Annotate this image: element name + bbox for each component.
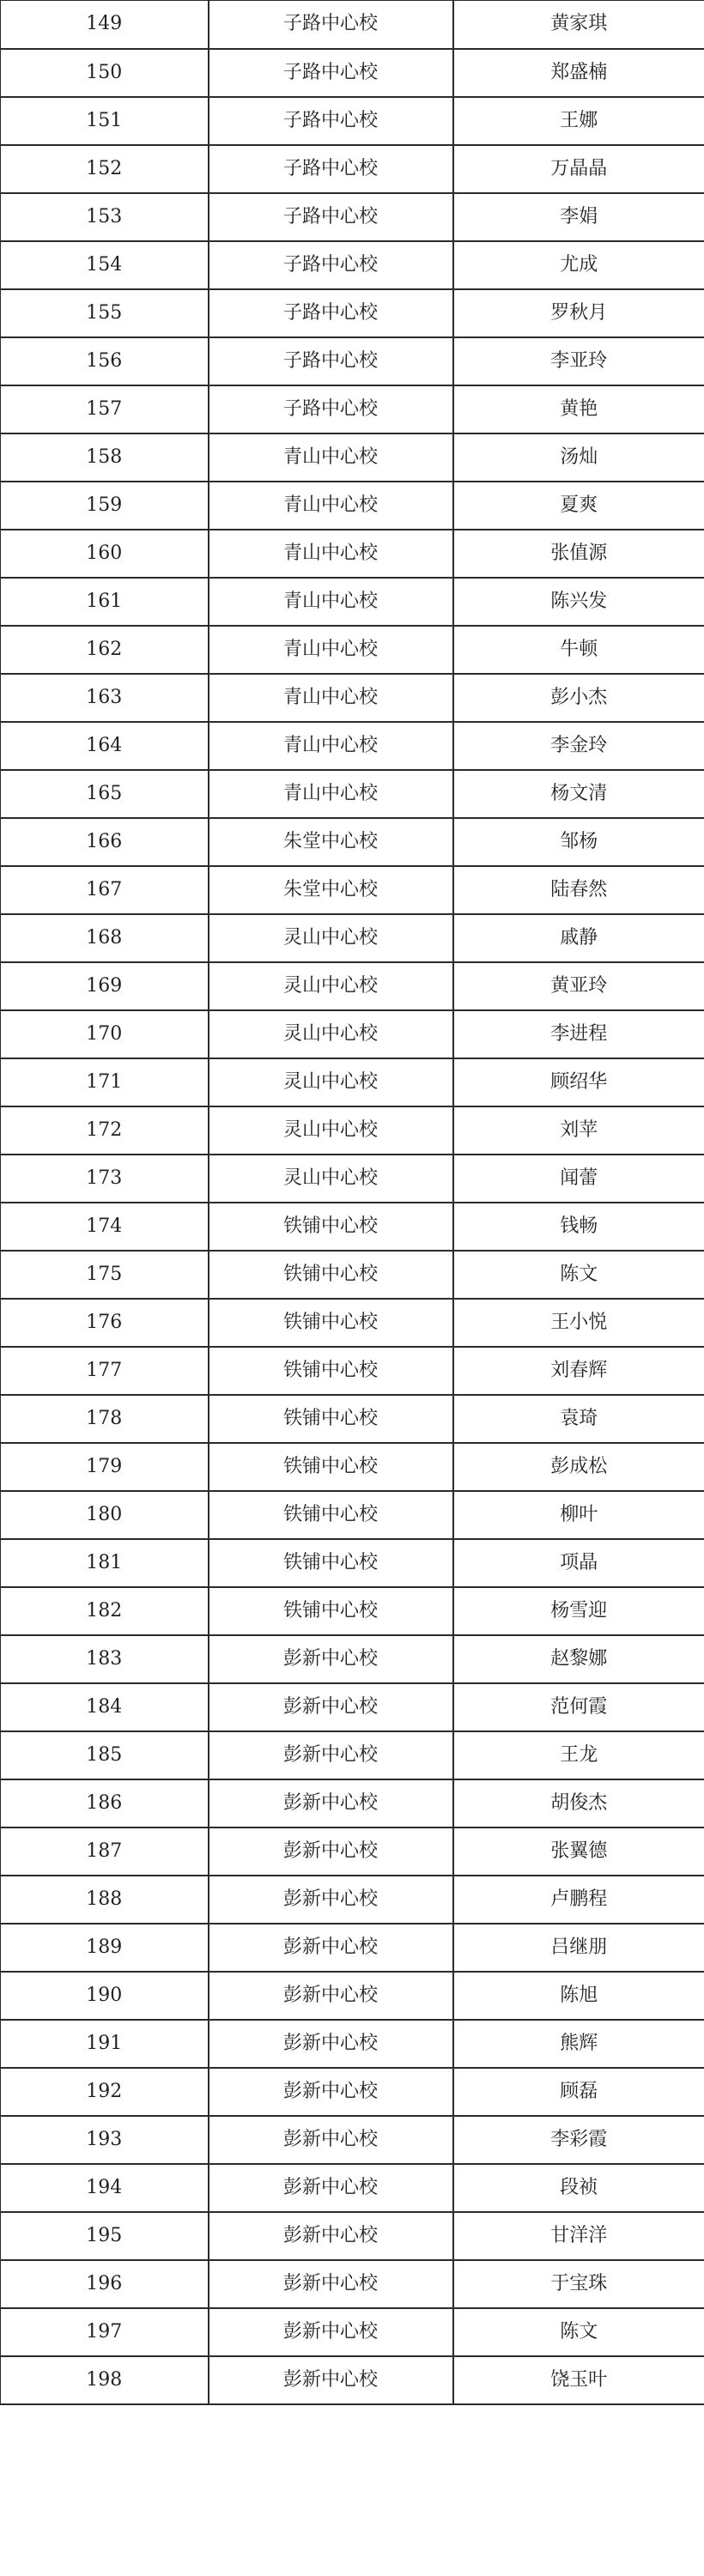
row-number-cell: 198 — [1, 2356, 209, 2404]
table-row — [1, 2260, 704, 2308]
row-number-cell: 157 — [1, 385, 209, 433]
person-name-cell: 于宝珠 — [453, 2260, 704, 2308]
table-row — [1, 722, 704, 770]
row-number-cell: 151 — [1, 97, 209, 145]
table-row — [1, 1251, 704, 1299]
row-number-cell: 149 — [1, 1, 209, 49]
table-row — [1, 1443, 704, 1491]
table-row — [1, 1203, 704, 1251]
table-row — [1, 2116, 704, 2164]
school-cell: 彭新中心校 — [209, 2260, 453, 2308]
table-row — [1, 1683, 704, 1731]
table-row — [1, 385, 704, 433]
person-name-cell: 郑盛楠 — [453, 49, 704, 97]
table-row — [1, 626, 704, 674]
person-name-cell: 黄家琪 — [453, 1, 704, 49]
row-number-cell: 184 — [1, 1683, 209, 1731]
table-row — [1, 97, 704, 145]
school-cell: 子路中心校 — [209, 385, 453, 433]
row-number-cell: 190 — [1, 1972, 209, 2020]
table-row — [1, 2308, 704, 2356]
person-name-cell: 吕继朋 — [453, 1924, 704, 1972]
roster-table-body — [1, 1, 704, 2404]
row-number-cell: 195 — [1, 2212, 209, 2260]
row-number-cell: 193 — [1, 2116, 209, 2164]
table-row — [1, 1587, 704, 1635]
table-row — [1, 337, 704, 385]
person-name-cell: 万晶晶 — [453, 145, 704, 193]
person-name-cell: 刘春辉 — [453, 1347, 704, 1395]
table-row — [1, 1347, 704, 1395]
person-name-cell: 张值源 — [453, 530, 704, 578]
table-row — [1, 145, 704, 193]
school-cell: 彭新中心校 — [209, 1779, 453, 1827]
row-number-cell: 170 — [1, 1010, 209, 1058]
person-name-cell: 李亚玲 — [453, 337, 704, 385]
row-number-cell: 175 — [1, 1251, 209, 1299]
person-name-cell: 邹杨 — [453, 818, 704, 866]
school-cell: 铁铺中心校 — [209, 1587, 453, 1635]
school-cell: 灵山中心校 — [209, 914, 453, 962]
table-row — [1, 1, 704, 49]
row-number-cell: 187 — [1, 1827, 209, 1876]
table-row — [1, 1395, 704, 1443]
table-row — [1, 1924, 704, 1972]
person-name-cell: 陈文 — [453, 1251, 704, 1299]
school-cell: 彭新中心校 — [209, 2020, 453, 2068]
school-cell: 铁铺中心校 — [209, 1443, 453, 1491]
person-name-cell: 戚静 — [453, 914, 704, 962]
row-number-cell: 179 — [1, 1443, 209, 1491]
school-cell: 彭新中心校 — [209, 2164, 453, 2212]
person-name-cell: 熊辉 — [453, 2020, 704, 2068]
row-number-cell: 181 — [1, 1539, 209, 1587]
school-cell: 铁铺中心校 — [209, 1491, 453, 1539]
school-cell: 铁铺中心校 — [209, 1251, 453, 1299]
person-name-cell: 柳叶 — [453, 1491, 704, 1539]
table-row — [1, 193, 704, 241]
school-cell: 青山中心校 — [209, 770, 453, 818]
table-row — [1, 1299, 704, 1347]
person-name-cell: 黄亚玲 — [453, 962, 704, 1010]
school-cell: 子路中心校 — [209, 97, 453, 145]
row-number-cell: 192 — [1, 2068, 209, 2116]
person-name-cell: 杨雪迎 — [453, 1587, 704, 1635]
table-row — [1, 2356, 704, 2404]
person-name-cell: 彭成松 — [453, 1443, 704, 1491]
school-cell: 朱堂中心校 — [209, 818, 453, 866]
table-row — [1, 1779, 704, 1827]
table-row — [1, 818, 704, 866]
person-name-cell: 黄艳 — [453, 385, 704, 433]
school-cell: 铁铺中心校 — [209, 1539, 453, 1587]
person-name-cell: 陆春然 — [453, 866, 704, 914]
school-cell: 青山中心校 — [209, 482, 453, 530]
person-name-cell: 范何霞 — [453, 1683, 704, 1731]
person-name-cell: 胡俊杰 — [453, 1779, 704, 1827]
school-cell: 彭新中心校 — [209, 2212, 453, 2260]
row-number-cell: 177 — [1, 1347, 209, 1395]
row-number-cell: 176 — [1, 1299, 209, 1347]
row-number-cell: 152 — [1, 145, 209, 193]
school-cell: 灵山中心校 — [209, 1155, 453, 1203]
row-number-cell: 158 — [1, 433, 209, 482]
table-row — [1, 1731, 704, 1779]
row-number-cell: 154 — [1, 241, 209, 289]
table-row — [1, 530, 704, 578]
school-cell: 彭新中心校 — [209, 1683, 453, 1731]
row-number-cell: 178 — [1, 1395, 209, 1443]
school-cell: 朱堂中心校 — [209, 866, 453, 914]
row-number-cell: 171 — [1, 1058, 209, 1106]
person-name-cell: 李彩霞 — [453, 2116, 704, 2164]
row-number-cell: 197 — [1, 2308, 209, 2356]
row-number-cell: 188 — [1, 1876, 209, 1924]
school-cell: 彭新中心校 — [209, 1924, 453, 1972]
person-name-cell: 杨文清 — [453, 770, 704, 818]
row-number-cell: 186 — [1, 1779, 209, 1827]
person-name-cell: 王龙 — [453, 1731, 704, 1779]
row-number-cell: 183 — [1, 1635, 209, 1683]
school-cell: 青山中心校 — [209, 626, 453, 674]
table-row — [1, 289, 704, 337]
row-number-cell: 182 — [1, 1587, 209, 1635]
school-cell: 灵山中心校 — [209, 1058, 453, 1106]
school-cell: 彭新中心校 — [209, 1731, 453, 1779]
row-number-cell: 173 — [1, 1155, 209, 1203]
row-number-cell: 167 — [1, 866, 209, 914]
school-cell: 彭新中心校 — [209, 1635, 453, 1683]
person-name-cell: 钱畅 — [453, 1203, 704, 1251]
person-name-cell: 赵黎娜 — [453, 1635, 704, 1683]
person-name-cell: 李金玲 — [453, 722, 704, 770]
row-number-cell: 156 — [1, 337, 209, 385]
person-name-cell: 刘苹 — [453, 1106, 704, 1155]
school-cell: 铁铺中心校 — [209, 1347, 453, 1395]
school-cell: 子路中心校 — [209, 241, 453, 289]
row-number-cell: 162 — [1, 626, 209, 674]
school-cell: 彭新中心校 — [209, 2068, 453, 2116]
person-name-cell: 罗秋月 — [453, 289, 704, 337]
table-row — [1, 433, 704, 482]
person-name-cell: 陈兴发 — [453, 578, 704, 626]
school-cell: 子路中心校 — [209, 289, 453, 337]
row-number-cell: 165 — [1, 770, 209, 818]
row-number-cell: 185 — [1, 1731, 209, 1779]
school-cell: 灵山中心校 — [209, 1010, 453, 1058]
table-row — [1, 578, 704, 626]
school-cell: 灵山中心校 — [209, 962, 453, 1010]
table-row — [1, 1876, 704, 1924]
table-row — [1, 241, 704, 289]
person-name-cell: 陈旭 — [453, 1972, 704, 2020]
person-name-cell: 李进程 — [453, 1010, 704, 1058]
table-row — [1, 49, 704, 97]
table-row — [1, 482, 704, 530]
row-number-cell: 196 — [1, 2260, 209, 2308]
person-name-cell: 尤成 — [453, 241, 704, 289]
school-cell: 铁铺中心校 — [209, 1299, 453, 1347]
row-number-cell: 169 — [1, 962, 209, 1010]
school-cell: 子路中心校 — [209, 145, 453, 193]
table-row — [1, 1491, 704, 1539]
table-row — [1, 674, 704, 722]
person-name-cell: 顾绍华 — [453, 1058, 704, 1106]
school-cell: 彭新中心校 — [209, 1827, 453, 1876]
school-cell: 灵山中心校 — [209, 1106, 453, 1155]
school-cell: 铁铺中心校 — [209, 1203, 453, 1251]
person-name-cell: 王小悦 — [453, 1299, 704, 1347]
table-row — [1, 2020, 704, 2068]
row-number-cell: 166 — [1, 818, 209, 866]
table-row — [1, 1539, 704, 1587]
school-cell: 彭新中心校 — [209, 2356, 453, 2404]
row-number-cell: 168 — [1, 914, 209, 962]
table-row — [1, 866, 704, 914]
person-name-cell: 彭小杰 — [453, 674, 704, 722]
row-number-cell: 194 — [1, 2164, 209, 2212]
table-row — [1, 1106, 704, 1155]
school-cell: 青山中心校 — [209, 530, 453, 578]
row-number-cell: 153 — [1, 193, 209, 241]
table-row — [1, 1010, 704, 1058]
person-name-cell: 夏爽 — [453, 482, 704, 530]
school-cell: 青山中心校 — [209, 674, 453, 722]
table-row — [1, 2212, 704, 2260]
row-number-cell: 180 — [1, 1491, 209, 1539]
table-row — [1, 2068, 704, 2116]
table-row — [1, 1972, 704, 2020]
person-name-cell: 段祯 — [453, 2164, 704, 2212]
school-cell: 子路中心校 — [209, 337, 453, 385]
person-name-cell: 李娟 — [453, 193, 704, 241]
row-number-cell: 150 — [1, 49, 209, 97]
school-cell: 青山中心校 — [209, 578, 453, 626]
person-name-cell: 甘洋洋 — [453, 2212, 704, 2260]
school-cell: 彭新中心校 — [209, 1876, 453, 1924]
table-row — [1, 962, 704, 1010]
table-row — [1, 2164, 704, 2212]
table-row — [1, 770, 704, 818]
table-row — [1, 1058, 704, 1106]
row-number-cell: 155 — [1, 289, 209, 337]
row-number-cell: 164 — [1, 722, 209, 770]
school-cell: 彭新中心校 — [209, 2308, 453, 2356]
person-name-cell: 陈文 — [453, 2308, 704, 2356]
row-number-cell: 172 — [1, 1106, 209, 1155]
table-row — [1, 914, 704, 962]
person-name-cell: 闻蕾 — [453, 1155, 704, 1203]
school-cell: 彭新中心校 — [209, 2116, 453, 2164]
school-cell: 青山中心校 — [209, 433, 453, 482]
table-row — [1, 1827, 704, 1876]
school-cell: 子路中心校 — [209, 49, 453, 97]
school-cell: 青山中心校 — [209, 722, 453, 770]
person-name-cell: 张翼德 — [453, 1827, 704, 1876]
school-cell: 子路中心校 — [209, 1, 453, 49]
person-name-cell: 袁琦 — [453, 1395, 704, 1443]
person-name-cell: 牛顿 — [453, 626, 704, 674]
table-row — [1, 1635, 704, 1683]
school-cell: 彭新中心校 — [209, 1972, 453, 2020]
row-number-cell: 161 — [1, 578, 209, 626]
person-name-cell: 汤灿 — [453, 433, 704, 482]
row-number-cell: 189 — [1, 1924, 209, 1972]
row-number-cell: 174 — [1, 1203, 209, 1251]
school-cell: 子路中心校 — [209, 193, 453, 241]
table-row — [1, 1155, 704, 1203]
person-name-cell: 项晶 — [453, 1539, 704, 1587]
person-name-cell: 王娜 — [453, 97, 704, 145]
person-name-cell: 卢鹏程 — [453, 1876, 704, 1924]
row-number-cell: 191 — [1, 2020, 209, 2068]
school-cell: 铁铺中心校 — [209, 1395, 453, 1443]
row-number-cell: 163 — [1, 674, 209, 722]
person-name-cell: 饶玉叶 — [453, 2356, 704, 2404]
row-number-cell: 160 — [1, 530, 209, 578]
row-number-cell: 159 — [1, 482, 209, 530]
person-name-cell: 顾磊 — [453, 2068, 704, 2116]
